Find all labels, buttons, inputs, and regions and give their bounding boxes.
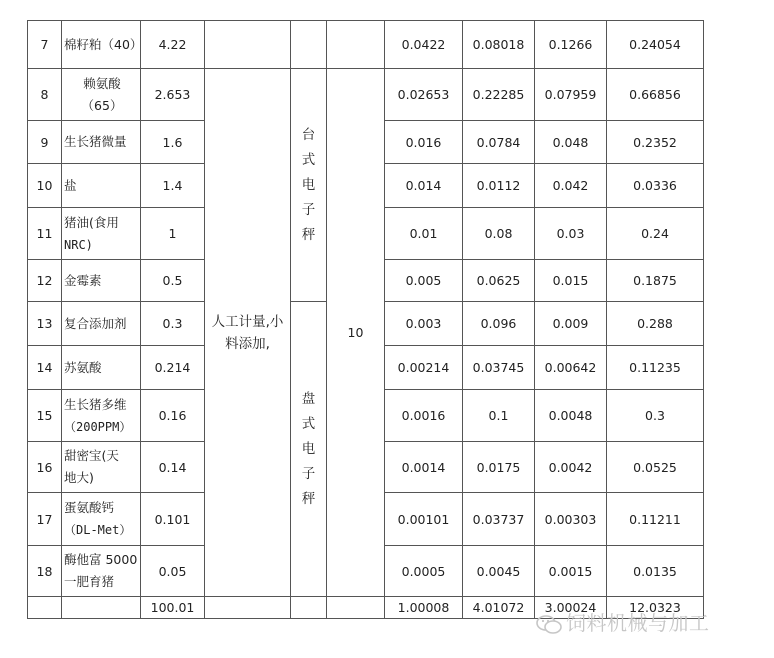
wechat-icon: [536, 615, 562, 635]
value-cell: 0.02653: [385, 69, 463, 121]
amount-cell: 0.101: [141, 493, 205, 546]
value-cell: 0.00303: [535, 493, 607, 546]
amount-cell: 0.16: [141, 390, 205, 442]
value-cell: 0.042: [535, 164, 607, 208]
value-cell: 0.00101: [385, 493, 463, 546]
vertical-char: 子: [301, 465, 316, 482]
ingredient-name: 赖氨酸 （65）: [62, 69, 141, 121]
row-index: 15: [28, 390, 62, 442]
amount-cell: 1: [141, 208, 205, 260]
value-cell: 0.0015: [535, 546, 607, 597]
value-cell: 0.0336: [607, 164, 704, 208]
value-cell: 0.08018: [463, 21, 535, 69]
amount-cell: 1.6: [141, 121, 205, 164]
table-row: [28, 21, 704, 69]
value-cell: 0.0525: [607, 442, 704, 493]
amount-cell: 1.4: [141, 164, 205, 208]
amount-cell: 0.14: [141, 442, 205, 493]
row-index: 12: [28, 260, 62, 302]
row-index: 18: [28, 546, 62, 597]
value-cell: 0.0175: [463, 442, 535, 493]
amount-cell: 0.3: [141, 302, 205, 346]
vertical-char: 秤: [301, 226, 316, 243]
value-cell: 0.0045: [463, 546, 535, 597]
scale-plate-cell: [291, 302, 327, 597]
value-cell: 0.03737: [463, 493, 535, 546]
value-cell: 0.0784: [463, 121, 535, 164]
total-value: 4.01072: [463, 597, 535, 619]
value-cell: 0.003: [385, 302, 463, 346]
ingredient-name: 金霉素: [62, 260, 141, 302]
value-cell: 0.009: [535, 302, 607, 346]
total-amount: 100.01: [141, 597, 205, 619]
value-cell: 0.0135: [607, 546, 704, 597]
value-cell: 0.016: [385, 121, 463, 164]
vertical-char: 盘: [301, 390, 316, 407]
amount-cell: 0.5: [141, 260, 205, 302]
feed-formula-table: [27, 20, 704, 619]
value-cell: 0.24054: [607, 21, 704, 69]
table-row: [28, 69, 704, 121]
amount-cell: 4.22: [141, 21, 205, 69]
scale-platform-cell: [291, 69, 327, 302]
total-value: 3.00024: [535, 597, 607, 619]
watermark: [536, 607, 710, 636]
vertical-char: 式: [301, 415, 316, 432]
value-cell: 0.014: [385, 164, 463, 208]
value-cell: 0.08: [463, 208, 535, 260]
row-index: 16: [28, 442, 62, 493]
method-cell: 人工计量,小料添加,: [205, 69, 291, 597]
ingredient-name: 酶他富 5000 一肥育猪: [62, 546, 141, 597]
value-cell: 0.1875: [607, 260, 704, 302]
value-cell: 0.0014: [385, 442, 463, 493]
value-cell: 0.015: [535, 260, 607, 302]
ingredient-name: 复合添加剂: [62, 302, 141, 346]
total-value: 12.0323: [607, 597, 704, 619]
row-index: 11: [28, 208, 62, 260]
value-cell: 0.66856: [607, 69, 704, 121]
ingredient-name: 蛋氨酸钙 （DL-Met）: [62, 493, 141, 546]
amount-cell: 0.214: [141, 346, 205, 390]
value-cell: 0.07959: [535, 69, 607, 121]
vertical-char: 秤: [301, 490, 316, 507]
ingredient-name: 甜密宝(天 地大): [62, 442, 141, 493]
row-index: 10: [28, 164, 62, 208]
vertical-char: 台: [301, 126, 316, 143]
empty-cell: [28, 597, 62, 619]
value-cell: 0.096: [463, 302, 535, 346]
value-cell: 0.0625: [463, 260, 535, 302]
amount-cell: 2.653: [141, 69, 205, 121]
empty-cell: [205, 597, 291, 619]
total-value: 1.00008: [385, 597, 463, 619]
empty-cell: [327, 597, 385, 619]
ingredient-name: 猪油(食用 NRC): [62, 208, 141, 260]
vertical-char: 子: [301, 201, 316, 218]
watermark-text: 饲料机械与加工: [566, 611, 710, 635]
row-index: 14: [28, 346, 62, 390]
row-index: 8: [28, 69, 62, 121]
value-cell: 0.2352: [607, 121, 704, 164]
value-cell: 0.0422: [385, 21, 463, 69]
value-cell: 0.048: [535, 121, 607, 164]
ingredient-name: 苏氨酸: [62, 346, 141, 390]
value-cell: 0.0016: [385, 390, 463, 442]
vertical-char: 式: [301, 151, 316, 168]
empty-cell: [205, 21, 291, 69]
value-cell: 0.11235: [607, 346, 704, 390]
row-index: 7: [28, 21, 62, 69]
empty-cell: [327, 21, 385, 69]
value-cell: 0.0042: [535, 442, 607, 493]
row-index: 13: [28, 302, 62, 346]
value-cell: 0.24: [607, 208, 704, 260]
empty-cell: [291, 21, 327, 69]
value-cell: 0.01: [385, 208, 463, 260]
value-cell: 0.03: [535, 208, 607, 260]
vertical-char: 电: [301, 176, 316, 193]
ingredient-name: 棉籽粕（40）: [62, 21, 141, 69]
value-cell: 0.0005: [385, 546, 463, 597]
value-cell: 0.00214: [385, 346, 463, 390]
empty-cell: [291, 597, 327, 619]
value-cell: 0.1266: [535, 21, 607, 69]
value-cell: 0.03745: [463, 346, 535, 390]
value-cell: 0.0048: [535, 390, 607, 442]
value-cell: 0.11211: [607, 493, 704, 546]
amount-cell: 0.05: [141, 546, 205, 597]
value-cell: 0.22285: [463, 69, 535, 121]
empty-cell: [62, 597, 141, 619]
value-cell: 0.1: [463, 390, 535, 442]
value-cell: 0.00642: [535, 346, 607, 390]
value-cell: 0.005: [385, 260, 463, 302]
vertical-char: 电: [301, 440, 316, 457]
mix-value-cell: 10: [327, 69, 385, 597]
row-index: 9: [28, 121, 62, 164]
value-cell: 0.3: [607, 390, 704, 442]
ingredient-name: 生长猪多维 （200PPM）: [62, 390, 141, 442]
row-index: 17: [28, 493, 62, 546]
value-cell: 0.288: [607, 302, 704, 346]
ingredient-name: 生长猪微量: [62, 121, 141, 164]
value-cell: 0.0112: [463, 164, 535, 208]
ingredient-name: 盐: [62, 164, 141, 208]
